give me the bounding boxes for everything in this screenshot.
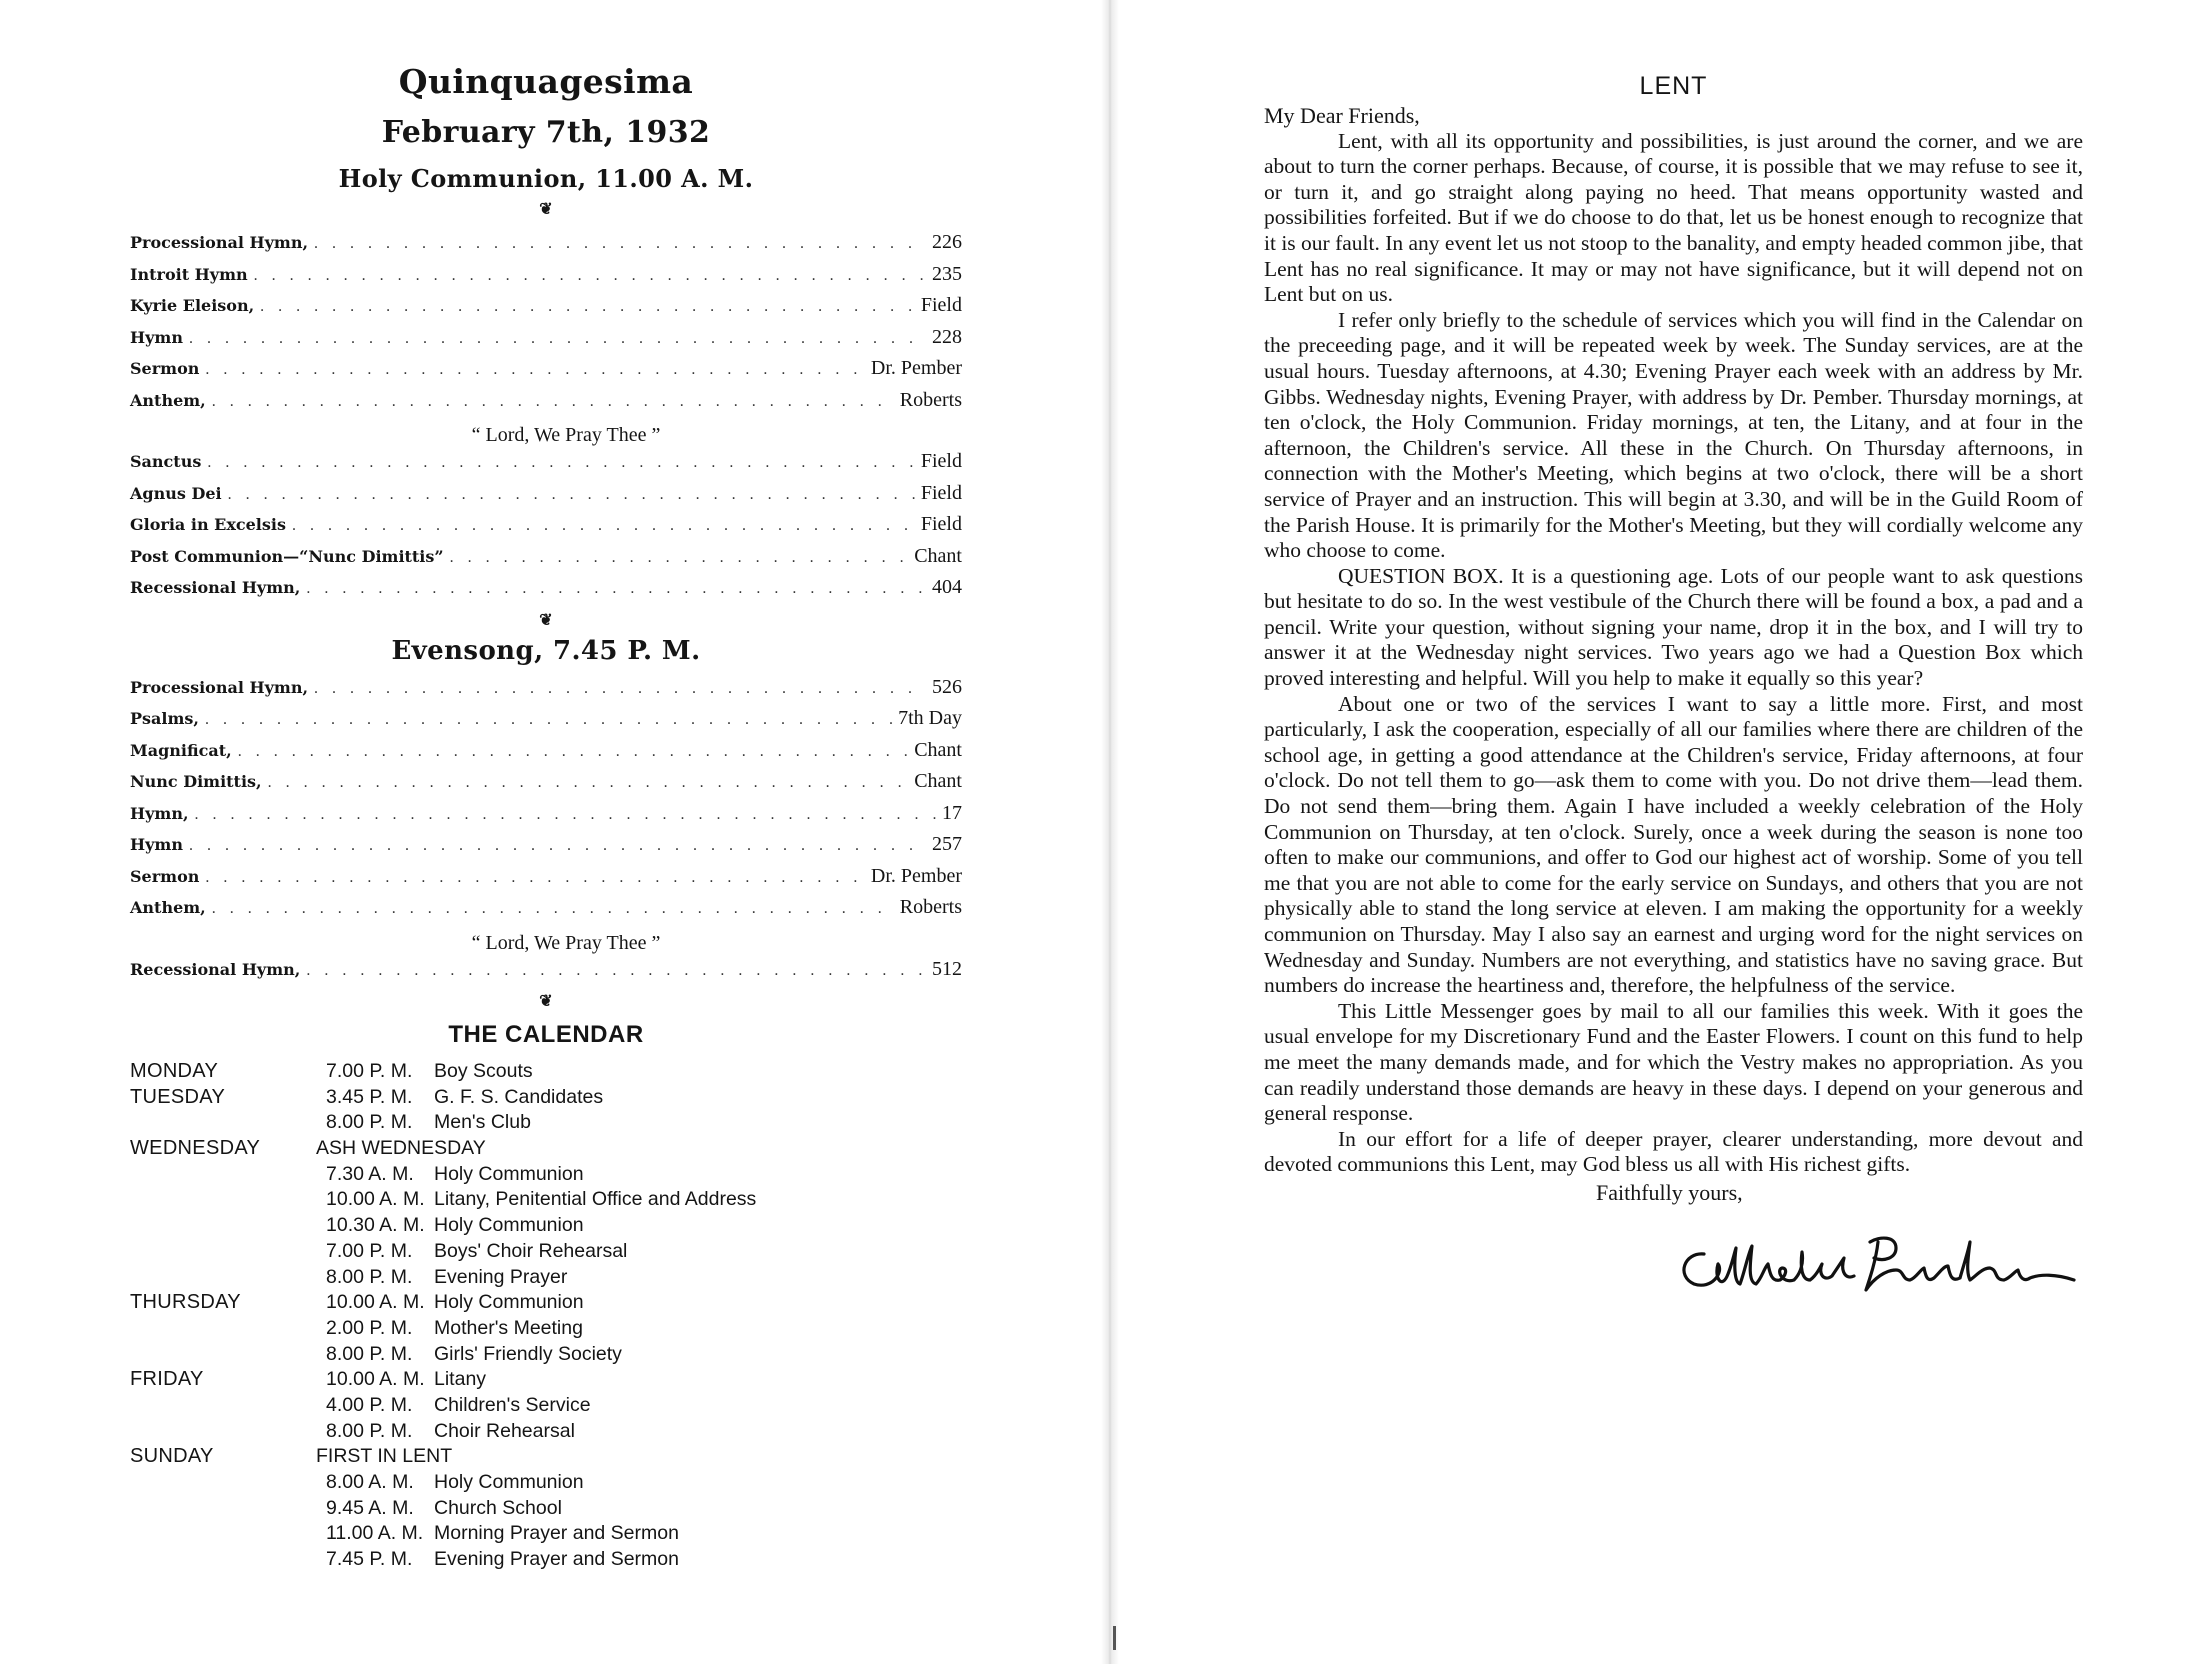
dot-leader bbox=[238, 743, 909, 761]
service-item-value: Field bbox=[920, 450, 962, 472]
right-page bbox=[1264, 72, 2083, 1302]
dot-leader bbox=[268, 774, 909, 792]
service-row bbox=[130, 513, 962, 545]
service-row bbox=[130, 389, 962, 421]
service-row bbox=[130, 802, 962, 834]
service-row bbox=[130, 707, 962, 739]
calendar-heading-text: FIRST IN LENT bbox=[316, 1445, 453, 1468]
service-item-value: 17 bbox=[942, 801, 962, 824]
service-item-value: 228 bbox=[932, 325, 962, 348]
calendar-time: 8.00 P. M. bbox=[326, 1342, 413, 1365]
service-item-name: Recessional Hymn, bbox=[130, 959, 301, 979]
calendar-time: 10.30 A. M. bbox=[326, 1214, 425, 1237]
dot-leader bbox=[212, 900, 894, 918]
service-item-value: 7th Day bbox=[898, 707, 962, 729]
calendar-entry bbox=[316, 1290, 962, 1316]
calendar-entries bbox=[316, 1059, 962, 1085]
calendar-day bbox=[130, 1290, 962, 1367]
service-item-value: Field bbox=[920, 481, 962, 504]
calendar-entry bbox=[316, 1085, 962, 1111]
calendar-event: Children's Service bbox=[434, 1393, 591, 1416]
calendar-day-name: MONDAY bbox=[130, 1060, 219, 1082]
dot-leader bbox=[306, 580, 926, 598]
service-item-value: Roberts bbox=[899, 896, 962, 918]
signature-scribble bbox=[1664, 1224, 2084, 1302]
letter-salutation: My Dear Friends, bbox=[1264, 103, 1420, 128]
calendar-entries bbox=[316, 1367, 962, 1444]
dot-leader bbox=[207, 454, 915, 472]
calendar-entries bbox=[316, 1290, 962, 1367]
dot-leader bbox=[306, 962, 926, 980]
service-item-value: Dr. Pember bbox=[870, 864, 962, 887]
service-item-name: Kyrie Eleison, bbox=[130, 296, 255, 315]
dot-leader bbox=[292, 517, 915, 535]
calendar-time: 7.30 A. M. bbox=[326, 1162, 414, 1185]
service-item-value: 235 bbox=[932, 262, 962, 285]
service-item-value: 512 bbox=[932, 957, 962, 980]
calendar-day bbox=[130, 1444, 962, 1572]
calendar-entry bbox=[316, 1419, 962, 1445]
service-item-value: Chant bbox=[914, 544, 962, 567]
fold-mark bbox=[1113, 1626, 1116, 1650]
calendar-entry bbox=[316, 1496, 962, 1522]
service-item-name: Anthem, bbox=[130, 390, 206, 410]
dot-leader bbox=[254, 267, 926, 285]
calendar-entry bbox=[316, 1547, 962, 1573]
dot-leader bbox=[205, 869, 865, 887]
service-date: February 7th, 1932 bbox=[381, 115, 711, 150]
calendar-time: 9.45 A. M. bbox=[326, 1496, 414, 1519]
service-item-value: Field bbox=[920, 294, 962, 316]
calendar-entries bbox=[316, 1136, 962, 1290]
calendar-event: Litany, Penitential Office and Address bbox=[434, 1188, 757, 1211]
dot-leader bbox=[260, 298, 915, 316]
service-item-value: 226 bbox=[932, 231, 962, 253]
calendar-entry bbox=[316, 1110, 962, 1136]
calendar-entry bbox=[316, 1187, 962, 1213]
calendar-time: 11.00 A. M. bbox=[326, 1522, 424, 1545]
calendar-entry bbox=[316, 1162, 962, 1188]
calendar-event: Evening Prayer and Sermon bbox=[434, 1548, 679, 1571]
calendar-event: Boy Scouts bbox=[434, 1060, 533, 1082]
service-item-name: Processional Hymn, bbox=[130, 233, 309, 252]
calendar-day bbox=[130, 1085, 962, 1136]
service-item-name: Post Communion—“Nunc Dimittis” bbox=[130, 546, 444, 566]
calendar-day bbox=[130, 1136, 962, 1290]
pastor-signature bbox=[1664, 1224, 2083, 1302]
calendar-day bbox=[130, 1367, 962, 1444]
service-row bbox=[130, 326, 962, 358]
service-item-name: Recessional Hymn, bbox=[130, 578, 301, 597]
service-row bbox=[130, 482, 962, 514]
page-fold bbox=[1101, 0, 1119, 1664]
calendar-time: 4.00 P. M. bbox=[326, 1393, 413, 1416]
calendar-day-name: SUNDAY bbox=[130, 1445, 214, 1468]
service-item-name: Hymn bbox=[130, 327, 183, 347]
calendar-heading-text: ASH WEDNESDAY bbox=[316, 1137, 486, 1160]
service-item-name: Anthem, bbox=[130, 898, 206, 917]
calendar-time: 8.00 P. M. bbox=[326, 1265, 413, 1288]
calendar-event: Morning Prayer and Sermon bbox=[434, 1522, 679, 1545]
calendar-day bbox=[130, 1059, 962, 1085]
service-row bbox=[130, 576, 962, 608]
service-row bbox=[130, 770, 962, 802]
letter-closing: Faithfully yours, bbox=[1596, 1179, 1743, 1205]
calendar-entry bbox=[316, 1265, 962, 1291]
calendar-day-name: TUESDAY bbox=[130, 1085, 226, 1108]
dot-leader bbox=[205, 361, 865, 379]
calendar-time: 8.00 A. M. bbox=[326, 1471, 414, 1494]
calendar-time: 8.00 P. M. bbox=[326, 1111, 413, 1134]
service-item-value: Field bbox=[920, 513, 962, 535]
calendar-day-name: FRIDAY bbox=[130, 1368, 204, 1391]
service-item-value: 526 bbox=[932, 675, 962, 698]
evening-service-list bbox=[130, 676, 962, 990]
service-item-name: Gloria in Excelsis bbox=[130, 515, 286, 534]
calendar-time: 10.00 A. M. bbox=[326, 1368, 425, 1391]
service-item-value: 257 bbox=[932, 833, 962, 855]
calendar-time: 7.45 P. M. bbox=[326, 1548, 413, 1571]
calendar-entry bbox=[316, 1316, 962, 1342]
letter-title: LENT bbox=[1639, 72, 1708, 100]
service-row bbox=[130, 263, 962, 295]
letter-paragraph: About one or two of the services I want to say a little more. First, and most particularly, I ask the cooperation, especially of all our families where there are children of the school age, in getting a good attendance at the Children's service, Friday afternoons, at four o'clock. Do not tell them to go—ask them to come with you. Do not drive them—lead them. Do not send them—bring them. Again I have included a weekly celebration of the Holy Communion on Thursday, at ten o'clock. Surely, once a week during the season is none too often to make our communions, and offer to God our highest act of worship. Some of you tell me that you are not able to come for the early service on Sundays, and others that you are not physically able to stand the long service at eleven. I am making the opportunity for a weekly communion on Thursday. May I also say an earnest and urging word for the night services on Wednesday and Sunday. Numbers are not everything, and statistics have no saving grace. But numbers do increase the heartiness and, therefore, the helpfulness of the service. bbox=[1264, 691, 2083, 998]
dot-leader bbox=[195, 806, 936, 824]
service-row bbox=[130, 294, 962, 326]
service-item-name: Hymn bbox=[130, 835, 183, 854]
morning-service-heading: Holy Communion, 11.00 A. M. bbox=[338, 164, 754, 193]
page-title: Quinquagesima bbox=[398, 62, 694, 101]
service-row bbox=[130, 545, 962, 577]
calendar-event: Girls' Friendly Society bbox=[434, 1342, 622, 1365]
calendar-time: 2.00 P. M. bbox=[326, 1316, 413, 1339]
letter-paragraph: Lent, with all its opportunity and possibilities, is just around the corner, and we are about to turn the corner perhaps. Because, of course, it is possible that we may refuse to see it, or turn it, and go straight along paying no heed. That means opportunity wasted and possibilities forfeited. But if we do choose to do that, let us be honest enough to recognize that it is our fault. In any event let us not stoop to the banality, and empty headed common jibe, that Lent has no real significance. It may or may not have significance, but it will depend not on Lent but on us. bbox=[1264, 128, 2084, 307]
fleuron-ornament: ❦ bbox=[539, 611, 553, 629]
calendar-day-heading bbox=[316, 1136, 962, 1162]
service-row bbox=[130, 231, 962, 263]
calendar-entry bbox=[316, 1213, 962, 1239]
service-row bbox=[130, 958, 962, 990]
letter-paragraph: This Little Messenger goes by mail to all our families this week. With it goes the usual envelope for my Discretionary Fund and the Easter Flowers. I count on this fund to help me meet the many demands made, and for which the Vestry makes no appropriation. As you can readily understand those demands are heavy in these days. I depend on your generous and general response. bbox=[1264, 998, 2083, 1126]
calendar-day-name: THURSDAY bbox=[130, 1291, 241, 1314]
service-item-value: 404 bbox=[932, 576, 962, 598]
calendar-entry bbox=[316, 1059, 962, 1085]
calendar-entry bbox=[316, 1342, 962, 1368]
calendar-event: Holy Communion bbox=[434, 1291, 584, 1314]
dot-leader bbox=[314, 235, 926, 253]
service-row bbox=[130, 833, 962, 865]
anthem-title: “ Lord, We Pray Thee ” bbox=[471, 424, 661, 446]
calendar-event: Evening Prayer bbox=[434, 1265, 568, 1288]
service-item-name: Psalms, bbox=[130, 709, 199, 728]
calendar-entry bbox=[316, 1393, 962, 1419]
calendar-entry bbox=[316, 1367, 962, 1393]
service-item-value: Chant bbox=[914, 738, 962, 761]
calendar-event: Holy Communion bbox=[434, 1214, 584, 1237]
calendar-entry bbox=[316, 1521, 962, 1547]
calendar-event: Holy Communion bbox=[434, 1162, 584, 1185]
service-row bbox=[130, 739, 962, 771]
calendar-event: G. F. S. Candidates bbox=[434, 1085, 604, 1108]
service-item-name: Sermon bbox=[130, 359, 200, 378]
service-item-name: Sanctus bbox=[130, 452, 202, 471]
service-item-name: Hymn, bbox=[130, 803, 189, 823]
calendar-time: 10.00 A. M. bbox=[326, 1188, 425, 1211]
calendar-event: Holy Communion bbox=[434, 1471, 584, 1494]
service-item-name: Introit Hymn bbox=[130, 264, 248, 284]
service-item-name: Sermon bbox=[130, 866, 200, 886]
service-item-name: Magnificat, bbox=[130, 740, 232, 760]
letter-paragraph: In our effort for a life of deeper prayer, clearer understanding, more devout and devoted communions this Lent, may God bless us all with His richest gifts. bbox=[1264, 1126, 2083, 1177]
dot-leader bbox=[228, 486, 915, 504]
calendar-time: 7.00 P. M. bbox=[326, 1239, 413, 1262]
service-item-name: Processional Hymn, bbox=[130, 677, 309, 697]
service-item-value: Chant bbox=[914, 770, 962, 792]
calendar-event: Boys' Choir Rehearsal bbox=[434, 1239, 628, 1262]
fleuron-ornament: ❦ bbox=[539, 201, 553, 218]
calendar bbox=[130, 1059, 962, 1573]
service-row bbox=[130, 865, 962, 897]
service-row bbox=[130, 676, 962, 708]
service-item-name: Agnus Dei bbox=[130, 483, 222, 503]
calendar-event: Mother's Meeting bbox=[434, 1316, 583, 1339]
service-item-value: Dr. Pember bbox=[870, 357, 962, 379]
calendar-event: Church School bbox=[434, 1496, 562, 1519]
calendar-entry bbox=[316, 1239, 962, 1265]
calendar-time: 8.00 P. M. bbox=[326, 1419, 413, 1442]
letter-paragraph: I refer only briefly to the schedule of services which you will find in the Calendar on the preceeding page, and it will be repeated week by week. The Sunday services, are at the usual hours. Tuesday afternoons, at 4.30; Evening Prayer each week with an address by Mr. Gibbs. Wednesday nights, Evening Prayer, with address by Dr. Pember. Thursday mornings, at ten o'clock, the Holy Communion. Friday mornings, at ten, the Litany, and at four in the afternoon, the Children's service. All these in the Church. On Thursday afternoons, in connection with the Mother's Meeting, which begins at two o'clock, there will be a short service of Prayer and an instruction. This will begin at 3.30, and will be in the Guild Room of the Parish House. It is primarily for the Mother's Meeting, but they will cordially welcome any who choose to come. bbox=[1264, 307, 2083, 563]
calendar-event: Litany bbox=[434, 1368, 487, 1391]
anthem-title: “ Lord, We Pray Thee ” bbox=[471, 931, 661, 954]
calendar-event: Choir Rehearsal bbox=[434, 1419, 575, 1442]
service-row bbox=[130, 896, 962, 928]
letter-paragraph: QUESTION BOX. It is a questioning age. Lots of our people want to ask questions but hesitate to do so. In the west vestibule of the Church there will be found a box, a pad and a pencil. Write your question, without signing your name, drop it in the box, and I will try to answer it at the Wednesday night services. Two years ago we had a Question Box which proved interesting and helpful. Will you help to make it equally so this year? bbox=[1264, 563, 2083, 691]
service-row bbox=[130, 357, 962, 389]
calendar-entries bbox=[316, 1085, 962, 1136]
calendar-day-name: WEDNESDAY bbox=[130, 1137, 261, 1160]
dot-leader bbox=[205, 711, 892, 729]
service-item-value: Roberts bbox=[899, 388, 962, 411]
calendar-event: Men's Club bbox=[434, 1111, 531, 1134]
calendar-time: 7.00 P. M. bbox=[326, 1060, 413, 1082]
evening-service-heading: Evensong, 7.45 P. M. bbox=[391, 635, 701, 666]
dot-leader bbox=[450, 549, 909, 567]
service-row bbox=[130, 450, 962, 482]
fleuron-ornament: ❦ bbox=[539, 993, 553, 1010]
letter-body bbox=[1264, 129, 2083, 1178]
calendar-time: 10.00 A. M. bbox=[326, 1291, 425, 1314]
calendar-day-heading bbox=[316, 1444, 962, 1470]
dot-leader bbox=[189, 330, 926, 348]
morning-service-list bbox=[130, 231, 962, 608]
calendar-entry bbox=[316, 1470, 962, 1496]
service-item-name: Nunc Dimittis, bbox=[130, 772, 262, 791]
dot-leader bbox=[212, 393, 894, 411]
calendar-title: THE CALENDAR bbox=[448, 1021, 644, 1048]
left-page bbox=[130, 62, 962, 1573]
dot-leader bbox=[189, 837, 926, 855]
calendar-time: 3.45 P. M. bbox=[326, 1085, 413, 1108]
dot-leader bbox=[314, 680, 926, 698]
calendar-entries bbox=[316, 1444, 962, 1572]
